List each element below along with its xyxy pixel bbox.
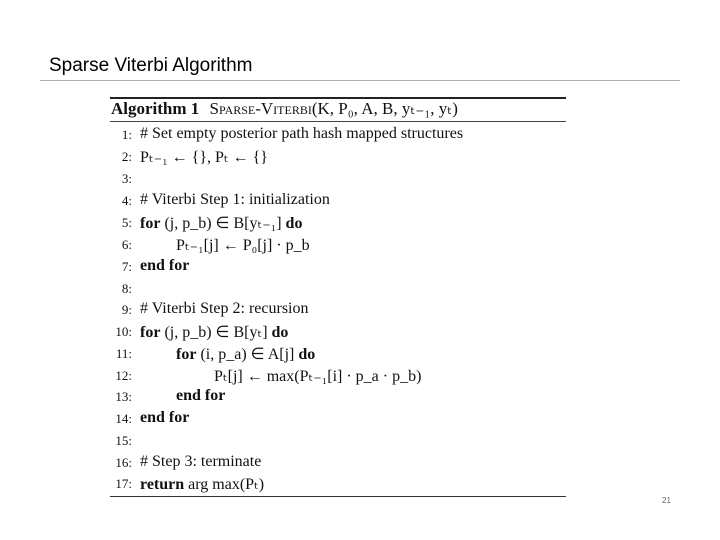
line-number: 8: [121,281,132,296]
slide-title: Sparse Viterbi Algorithm [49,55,253,76]
line-code [176,387,225,405]
line-number: 17: [115,476,132,491]
line-code [140,409,189,427]
line-number: 4: [121,193,132,208]
keyword: end for [140,409,190,426]
line-number: 6: [121,237,132,252]
keyword: for [176,346,197,363]
line-number: 11: [115,346,132,361]
keyword: for [140,215,161,232]
line-number: 9: [121,302,132,317]
line-code: # Viterbi Step 2: recursion [140,300,309,317]
line-number: 16: [115,455,132,470]
line-code: Pₜ[j] ← max(Pₜ₋₁[i] · p_a · p_b) [214,368,422,385]
keyword: for [140,324,161,341]
keyword: return [140,476,185,493]
algorithm-box [110,97,568,500]
keyword: do [298,346,316,363]
line-code: for (j, p_b) ∈ B[yₜ] do [140,324,289,341]
line-number: 12: [115,368,132,383]
line-number: 15: [115,433,132,448]
line-code: # Viterbi Step 1: initialization [140,191,330,208]
algorithm-bottom-rule [110,496,566,497]
line-number: 14: [115,411,132,426]
keyword: end for [176,387,226,404]
keyword: do [271,324,289,341]
line-code: # Set empty posterior path hash mapped structures [140,125,464,142]
line-number: 5: [121,215,132,230]
line-number: 13: [115,389,132,404]
line-code: return arg max(Pₜ) [140,476,265,493]
algorithm-label: Algorithm 1 [111,99,200,118]
keyword: do [285,215,303,232]
line-number: 7: [121,259,132,274]
line-code: for (i, p_a) ∈ A[j] do [176,346,316,363]
algorithm-args: (K, P₀, A, B, yₜ₋₁, yₜ) [311,99,458,118]
line-code [140,257,189,275]
line-number: 1: [121,127,132,142]
algorithm-name: Sparse-Viterbi [209,99,312,118]
line-number: 3: [121,171,132,186]
page-number: 21 [662,496,671,505]
title-divider [40,80,680,81]
algorithm-header [111,99,458,119]
line-number: 2: [121,149,132,164]
line-code: for (j, p_b) ∈ B[yₜ₋₁] do [140,215,303,232]
line-code: # Step 3: terminate [140,453,262,470]
line-code: Pₜ₋₁[j] ← P₀[j] · p_b [176,237,310,254]
line-code: Pₜ₋₁ ← {}, Pₜ ← {} [140,149,268,166]
keyword: end for [140,257,190,274]
algorithm-header-rule [110,121,566,122]
line-number: 10: [115,324,132,339]
